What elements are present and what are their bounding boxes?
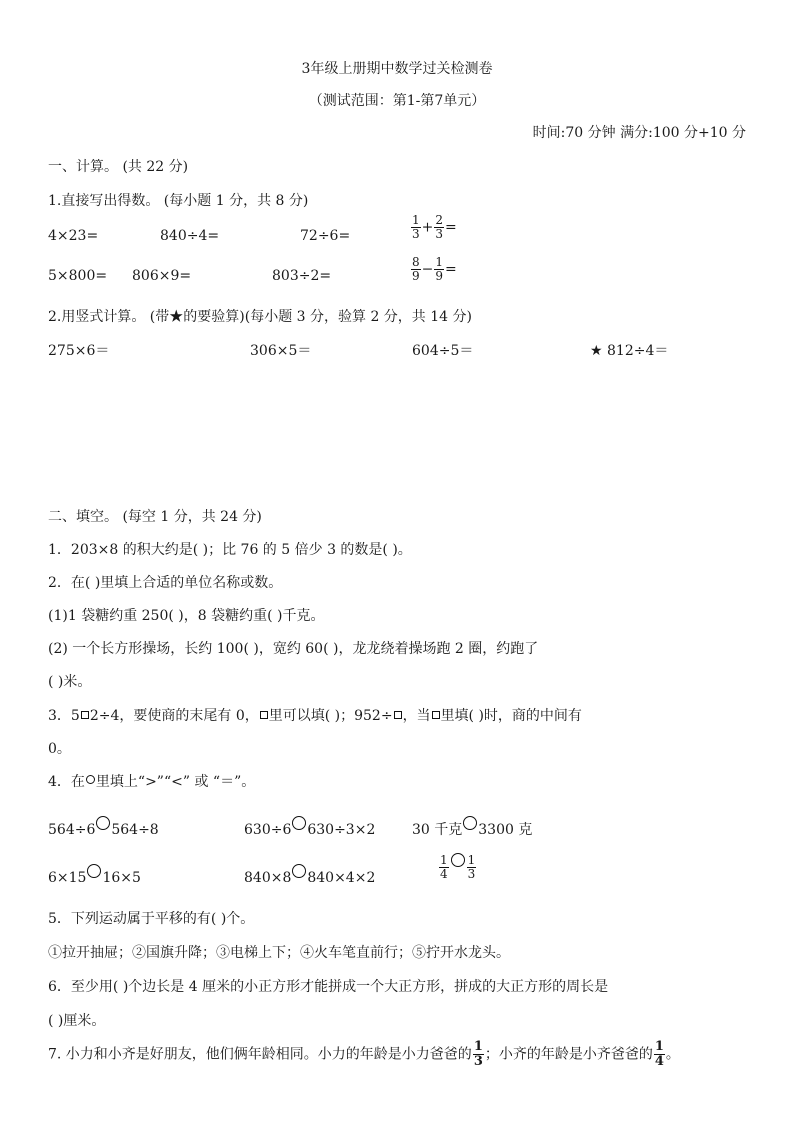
compare-item: 6×15 16×5 xyxy=(48,864,141,886)
square-blank-icon xyxy=(81,711,89,719)
fill-question-2: 2．在( )里填上合适的单位名称或数。 xyxy=(48,575,283,591)
fill-question-6-cont: ( )厘米。 xyxy=(48,1013,106,1029)
calc-item: 5×800= xyxy=(48,268,108,284)
vertical-calc-item: ★ 812÷4＝ xyxy=(590,343,669,359)
fill-question-4: 4．在 里填上“>”“<” 或 “＝”。 xyxy=(48,774,256,790)
fraction: $\frac{1}{3}$ xyxy=(467,852,476,881)
circle-blank-icon xyxy=(86,775,95,784)
fraction: $\frac{1}{9}$ xyxy=(435,255,444,283)
page-subtitle: （测试范围：第1-第7单元） xyxy=(308,93,486,109)
square-blank-icon xyxy=(394,711,402,719)
compare-fraction-item xyxy=(438,853,477,881)
fill-question-1: 1．203×8 的积大约是( )；比 76 的 5 倍少 3 的数是( )。 xyxy=(48,542,412,558)
calc-item: 806×9= xyxy=(132,268,192,284)
exam-meta: 时间:70 分钟 满分:100 分+10 分 xyxy=(532,125,746,141)
fill-question-3-cont: 0。 xyxy=(48,741,71,757)
calc-item: 4×23= xyxy=(48,228,99,244)
circle-blank-icon xyxy=(292,864,306,878)
fill-question-5-options: ①拉开抽屉；②国旗升降；③电梯上下；④火车笔直前行；⑤拧开水龙头。 xyxy=(48,945,510,961)
vertical-calc-item: 306×5＝ xyxy=(250,343,312,359)
circle-blank-icon xyxy=(96,816,110,830)
fraction-expression: $\frac{1}{3}$ + $\frac{2}{3}$ = xyxy=(412,213,457,241)
fraction: $\frac{1}{3}$ xyxy=(473,1039,483,1069)
fill-question-3: 3．5 2÷4，要使商的末尾有 0， 里可以填( )；952÷ ，当 里填( )时，商的中间有 xyxy=(48,708,582,724)
q1-label: 1.直接写出得数。 (每小题 1 分，共 8 分) xyxy=(48,193,309,209)
compare-item: 30 千克 3300 克 xyxy=(412,816,532,839)
compare-item: 630÷6 630÷3×2 xyxy=(244,816,375,838)
circle-blank-icon xyxy=(463,816,477,830)
fill-question-2-2: (2) 一个长方形操场，长约 100( )，宽约 60( )，龙龙绕着操场跑 2 圈，约跑了 xyxy=(48,641,539,657)
fraction-expression: $\frac{8}{9}$ − $\frac{1}{9}$ = xyxy=(412,255,457,283)
fill-question-2-1: (1)1 袋糖约重 250( )，8 袋糖约重( )千克。 xyxy=(48,608,325,624)
circle-blank-icon xyxy=(87,864,101,878)
calc-item: 72÷6= xyxy=(300,228,351,244)
circle-blank-icon xyxy=(451,853,465,867)
fraction: $\frac{1}{4}$ xyxy=(440,852,448,881)
fill-question-6: 6．至少用( )个边长是 4 厘米的小正方形才能拼成一个大正方形，拼成的大正方形的周长是 xyxy=(48,979,609,995)
q2-label: 2.用竖式计算。 (带★的要验算)(每小题 3 分，验算 2 分，共 14 分) xyxy=(48,309,472,325)
fraction: $\frac{2}{3}$ xyxy=(435,213,444,241)
calc-item: 803÷2= xyxy=(272,268,332,284)
fill-question-7: 7. 小力和小齐是好朋友，他们俩年龄相同。小力的年龄是小力爸爸的 $\frac{1}{3}$ ；小齐的年龄是小齐爸爸的 $\frac{1}{4}$ 。 xyxy=(48,1039,680,1069)
square-blank-icon xyxy=(260,711,268,719)
vertical-calc-item: 275×6＝ xyxy=(48,343,110,359)
compare-item: 840×8 840×4×2 xyxy=(244,864,375,886)
fraction: $\frac{8}{9}$ xyxy=(412,255,420,283)
square-blank-icon xyxy=(432,711,440,719)
section1-heading: 一、计算。 (共 22 分) xyxy=(48,159,189,175)
fill-question-5: 5．下列运动属于平移的有( )个。 xyxy=(48,911,255,927)
calc-item: 840÷4= xyxy=(160,228,220,244)
section2-heading: 二、填空。 (每空 1 分，共 24 分) xyxy=(48,509,262,525)
circle-blank-icon xyxy=(292,816,306,830)
page-title: 3年级上册期中数学过关检测卷 xyxy=(301,61,493,77)
vertical-calc-item: 604÷5＝ xyxy=(412,343,474,359)
fraction: $\frac{1}{3}$ xyxy=(412,213,420,241)
compare-item: 564÷6 564÷8 xyxy=(48,816,159,838)
fill-question-2-2-cont: ( )米。 xyxy=(48,674,92,690)
fraction: $\frac{1}{4}$ xyxy=(654,1039,664,1069)
